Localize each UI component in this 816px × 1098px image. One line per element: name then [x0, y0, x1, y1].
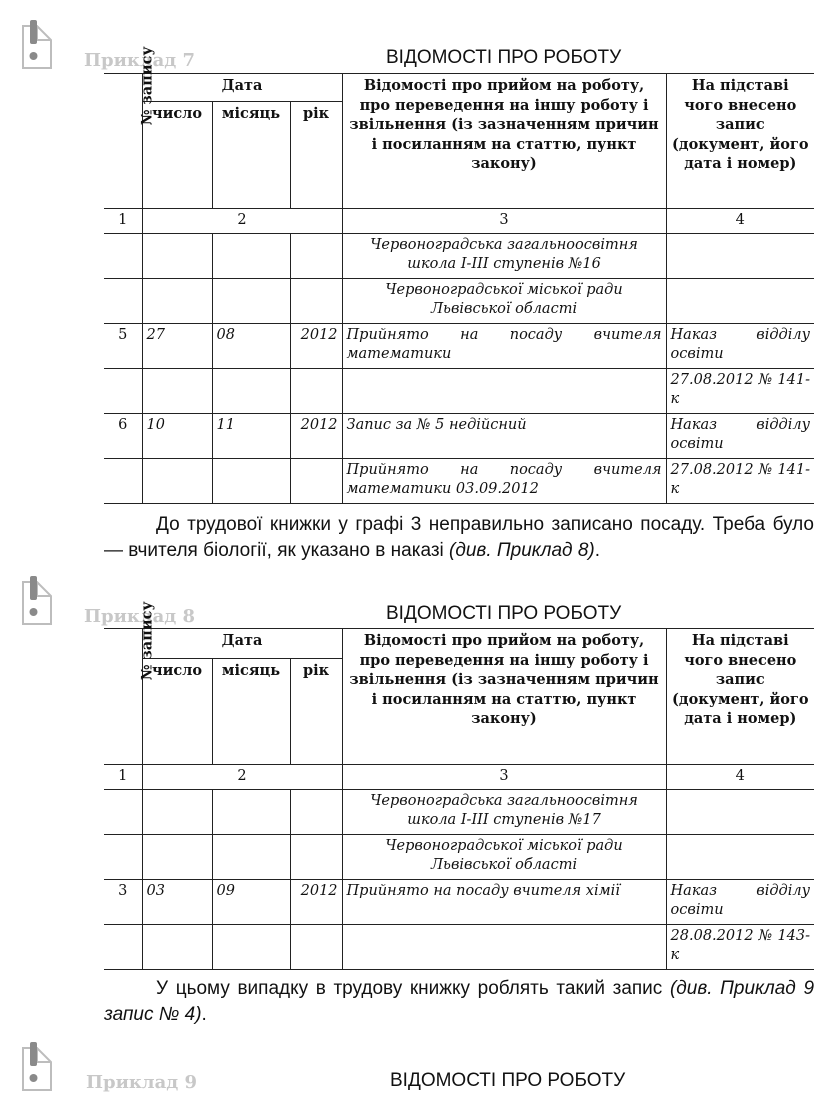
- record-month: 09: [212, 879, 290, 924]
- col-basis-header: На підставі чого внесено запис (документ, його дата і номер): [666, 74, 814, 209]
- record-year: 2012: [290, 879, 342, 924]
- col-month-header: місяць: [212, 659, 290, 765]
- col-index: 3: [342, 209, 666, 234]
- col-day-header: число: [142, 659, 212, 765]
- table-row: [104, 278, 814, 323]
- col-index: 4: [666, 209, 814, 234]
- record-number: 5: [104, 323, 142, 368]
- table-row: [104, 233, 814, 278]
- col-number-header: № запису: [104, 629, 142, 765]
- example-7-heading: ВІДОМОСТІ ПРО РОБОТУ: [386, 47, 622, 68]
- example-7-label: Приклад 7: [84, 50, 196, 71]
- record-basis-date: 28.08.2012 № 143-к: [666, 924, 814, 969]
- col-day-header: число: [142, 102, 212, 209]
- paragraph-correction-note: До трудової книжки у графі 3 неправильно записано посаду. Треба було — вчителя біології, як указано в наказі (див. Приклад 8).: [104, 514, 814, 561]
- record-basis: Наказ відділу освіти: [666, 323, 814, 368]
- col-info-header: Відомості про прийом на роботу, про переведення на іншу роботу і звільнення (із зазначенням причин і посиланням на статтю, пункт закону): [342, 629, 666, 765]
- col-date-header: Дата: [142, 74, 342, 102]
- table-row: [104, 924, 814, 969]
- table-row: [104, 413, 814, 458]
- attention-note-icon: [20, 18, 54, 72]
- col-index: 3: [342, 765, 666, 790]
- attention-note-icon: [20, 574, 54, 628]
- organization-name: Червоноградська загальноосвітня школа I-III ступенів №16: [342, 233, 666, 278]
- table-row: [104, 879, 814, 924]
- table-row: [104, 368, 814, 413]
- example-reference: (див. Приклад 8): [449, 540, 595, 561]
- record-basis: Наказ відділу освіти: [666, 413, 814, 458]
- col-index: 2: [142, 209, 342, 234]
- example-9-label: Приклад 9: [86, 1072, 198, 1093]
- record-info: Запис за № 5 недійсний: [342, 413, 666, 458]
- organization-council: Червоноградської міської ради Львівської області: [342, 278, 666, 323]
- record-info: Прийнято на посаду вчителя математики 03.09.2012: [342, 458, 666, 503]
- record-day: 10: [142, 413, 212, 458]
- record-month: 11: [212, 413, 290, 458]
- record-month: 08: [212, 323, 290, 368]
- record-basis: Наказ відділу освіти: [666, 879, 814, 924]
- example-9-heading: ВІДОМОСТІ ПРО РОБОТУ: [390, 1070, 626, 1091]
- col-year-header: рік: [290, 102, 342, 209]
- col-month-header: місяць: [212, 102, 290, 209]
- organization-council: Червоноградської міської ради Львівської області: [342, 834, 666, 879]
- record-year: 2012: [290, 323, 342, 368]
- col-date-header: Дата: [142, 629, 342, 659]
- record-number: 3: [104, 879, 142, 924]
- table-row: [104, 834, 814, 879]
- record-year: 2012: [290, 413, 342, 458]
- table-row: [104, 458, 814, 503]
- paragraph-instruction: У цьому випадку в трудову книжку роблять такий запис (див. Приклад 9 запис № 4).: [104, 978, 815, 1025]
- col-index: 4: [666, 765, 814, 790]
- col-year-header: рік: [290, 659, 342, 765]
- col-index: 1: [104, 765, 142, 790]
- attention-note-icon: [20, 1040, 54, 1094]
- col-basis-header: На підставі чого внесено запис (документ, його дата і номер): [666, 629, 814, 765]
- record-day: 27: [142, 323, 212, 368]
- organization-name: Червоноградська загальноосвітня школа I-III ступенів №17: [342, 789, 666, 834]
- example-8-heading: ВІДОМОСТІ ПРО РОБОТУ: [386, 603, 622, 624]
- record-basis-date: 27.08.2012 № 141-к: [666, 368, 814, 413]
- table-row: [104, 789, 814, 834]
- example-8-label: Приклад 8: [84, 606, 196, 627]
- col-index: 2: [142, 765, 342, 790]
- table-row: [104, 323, 814, 368]
- record-info: Прийнято на посаду вчителя хімії: [342, 879, 666, 924]
- example-reference: (див. Приклад 9 запис № 4): [104, 978, 815, 1025]
- record-info: Прийнято на посаду вчителя математики: [342, 323, 666, 368]
- record-basis-date: 27.08.2012 № 141-к: [666, 458, 814, 503]
- record-number: 6: [104, 413, 142, 458]
- record-day: 03: [142, 879, 212, 924]
- col-number-header: № запису: [104, 74, 142, 209]
- col-info-header: Відомості про прийом на роботу, про переведення на іншу роботу і звільнення (із зазначенням причин і посиланням на статтю, пункт закону): [342, 74, 666, 209]
- col-index: 1: [104, 209, 142, 234]
